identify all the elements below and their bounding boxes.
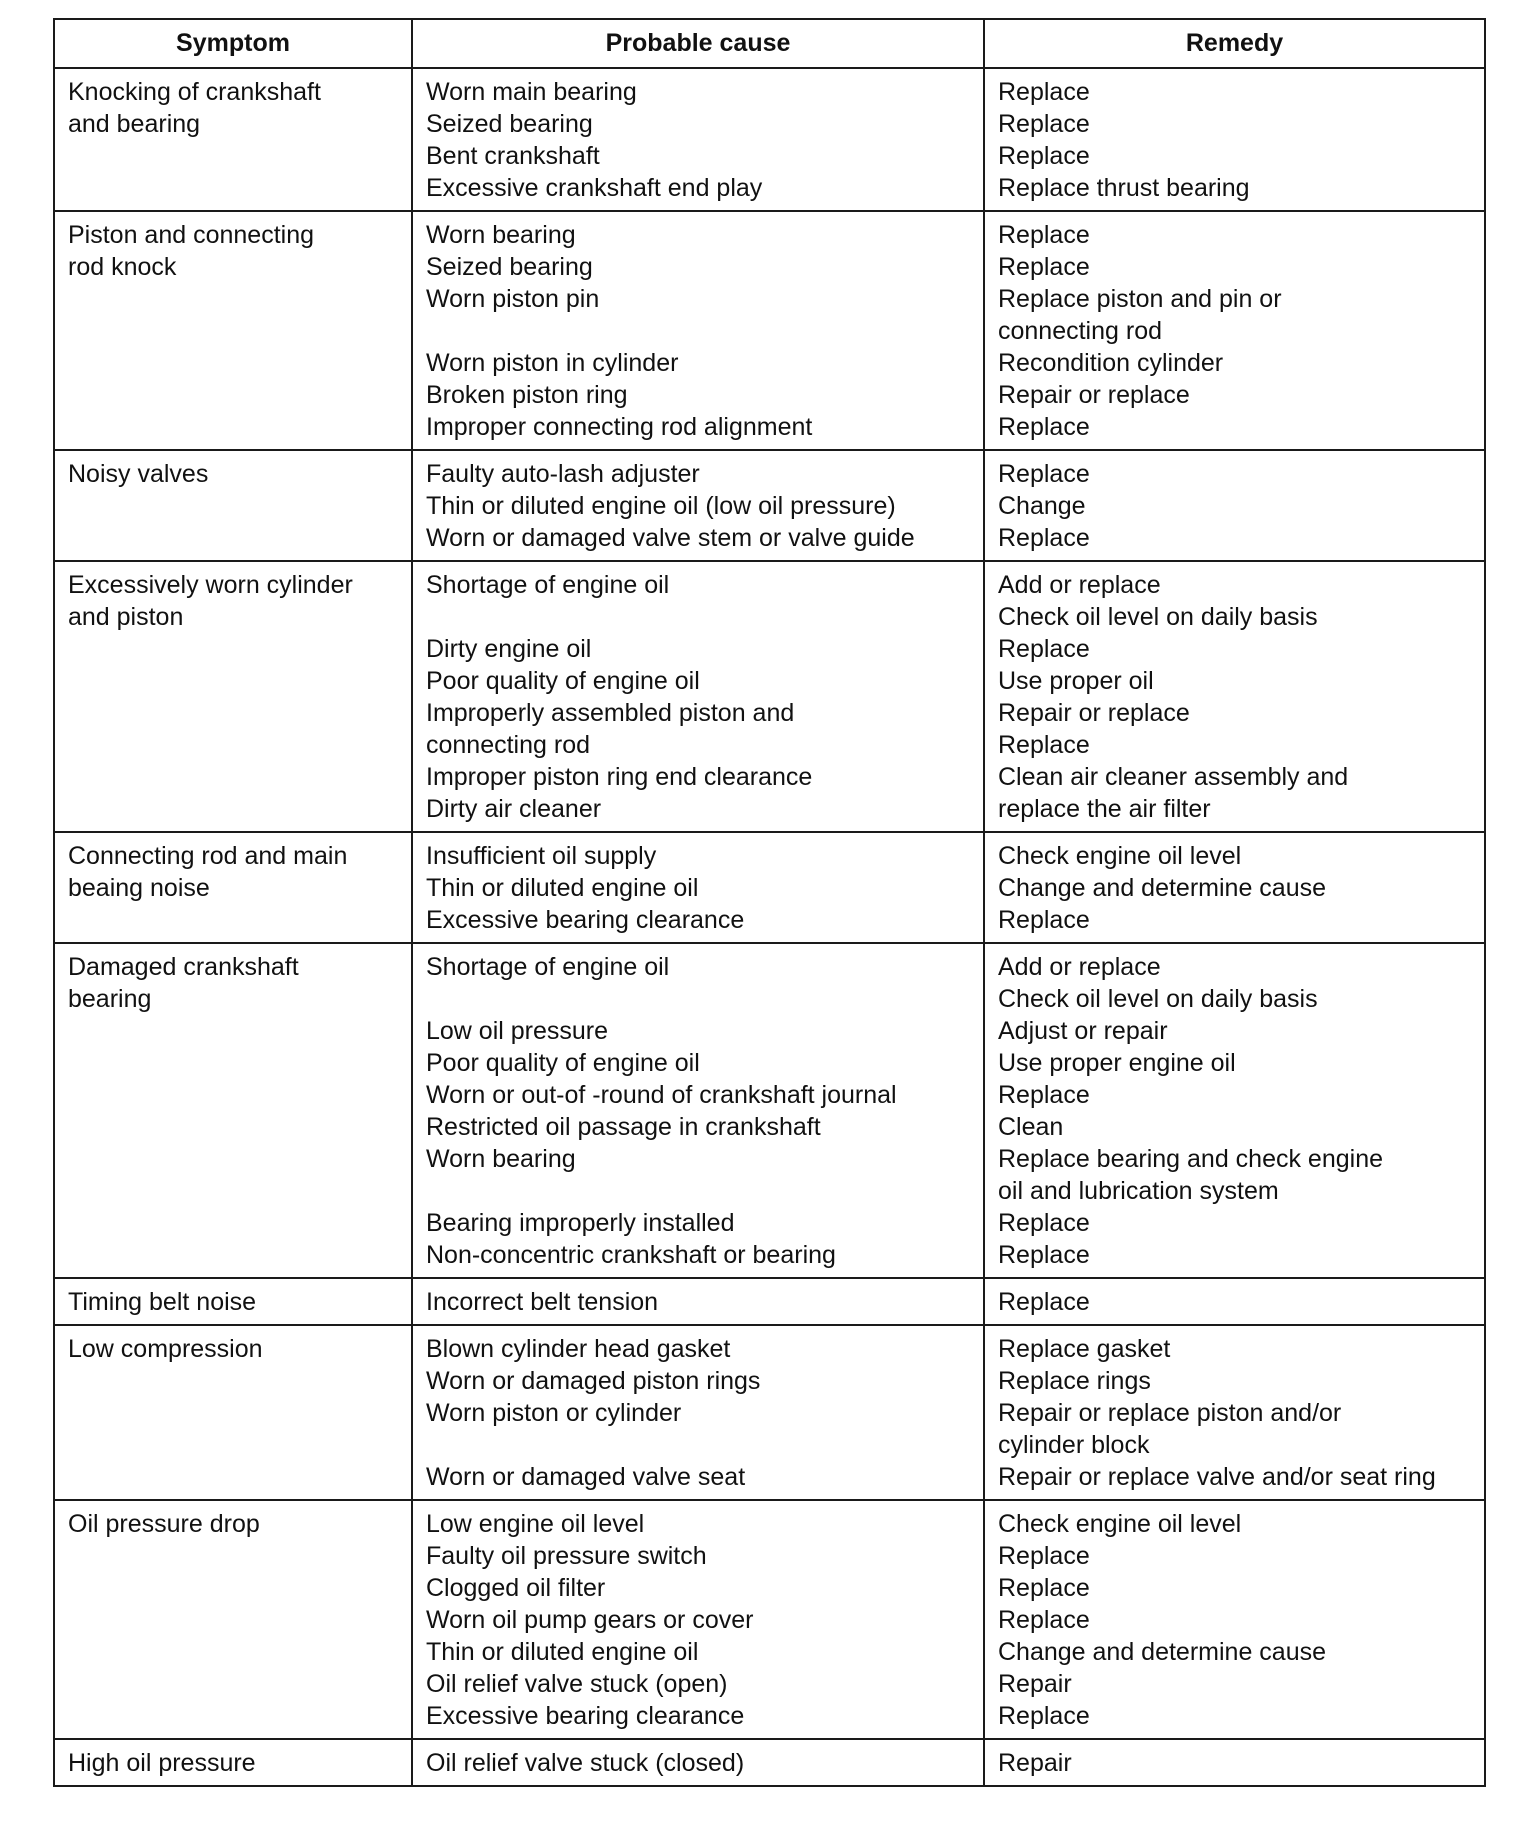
symptom-line: Piston and connecting bbox=[68, 221, 315, 249]
remedy-line: Replace bbox=[998, 460, 1090, 488]
symptom-line: and piston bbox=[68, 603, 184, 631]
symptom-cell bbox=[54, 832, 412, 943]
probable-cause-cell bbox=[412, 832, 984, 943]
probable-cause-line: Oil relief valve stuck (closed) bbox=[426, 1749, 745, 1777]
probable-cause-cell bbox=[412, 561, 984, 832]
table-header bbox=[54, 19, 1485, 68]
probable-cause-line: Worn or damaged valve stem or valve guide bbox=[426, 524, 915, 552]
remedy-cell bbox=[984, 1739, 1485, 1786]
remedy-line: Check engine oil level bbox=[998, 1510, 1242, 1538]
probable-cause-line: Oil relief valve stuck (open) bbox=[426, 1670, 728, 1698]
symptom-line: rod knock bbox=[68, 253, 177, 281]
remedy-line: Change bbox=[998, 492, 1086, 520]
remedy-line: Replace bbox=[998, 142, 1090, 170]
probable-cause-line: Worn or damaged valve seat bbox=[426, 1463, 746, 1491]
probable-cause-line: Shortage of engine oil bbox=[426, 571, 670, 599]
table-row bbox=[54, 211, 1485, 450]
symptom-cell bbox=[54, 450, 412, 561]
symptom-cell bbox=[54, 943, 412, 1278]
table-row bbox=[54, 1500, 1485, 1739]
table-row bbox=[54, 832, 1485, 943]
remedy-line: Replace bbox=[998, 1288, 1090, 1316]
table-row bbox=[54, 450, 1485, 561]
probable-cause-line: connecting rod bbox=[426, 731, 591, 759]
remedy-line: Replace bbox=[998, 635, 1090, 663]
table-row bbox=[54, 943, 1485, 1278]
remedy-line: Replace bbox=[998, 78, 1090, 106]
probable-cause-line: Seized bearing bbox=[426, 110, 593, 138]
remedy-cell bbox=[984, 68, 1485, 211]
remedy-line: Replace gasket bbox=[998, 1335, 1171, 1363]
remedy-line: Check oil level on daily basis bbox=[998, 985, 1318, 1013]
remedy-line: Clean bbox=[998, 1113, 1064, 1141]
probable-cause-line: Worn or damaged piston rings bbox=[426, 1367, 761, 1395]
probable-cause-line: Blown cylinder head gasket bbox=[426, 1335, 731, 1363]
symptom-cell bbox=[54, 561, 412, 832]
probable-cause-line: Faulty oil pressure switch bbox=[426, 1542, 707, 1570]
probable-cause-line: Thin or diluted engine oil bbox=[426, 1638, 699, 1666]
table-row bbox=[54, 1739, 1485, 1786]
probable-cause-line: Clogged oil filter bbox=[426, 1574, 606, 1602]
probable-cause-cell bbox=[412, 1278, 984, 1325]
remedy-line: Clean air cleaner assembly and bbox=[998, 763, 1349, 791]
remedy-line: Check oil level on daily basis bbox=[998, 603, 1318, 631]
symptom-cell bbox=[54, 68, 412, 211]
probable-cause-line: Worn or out-of -round of crankshaft journal bbox=[426, 1081, 897, 1109]
probable-cause-cell bbox=[412, 1325, 984, 1500]
remedy-line: cylinder block bbox=[998, 1431, 1150, 1459]
symptom-cell bbox=[54, 1278, 412, 1325]
remedy-line: Replace bbox=[998, 413, 1090, 441]
probable-cause-line: Faulty auto-lash adjuster bbox=[426, 460, 700, 488]
remedy-line: Change and determine cause bbox=[998, 1638, 1327, 1666]
probable-cause-line: Improper connecting rod alignment bbox=[426, 413, 813, 441]
probable-cause-line: Dirty air cleaner bbox=[426, 795, 602, 823]
remedy-line: Repair bbox=[998, 1749, 1072, 1777]
probable-cause-line: Thin or diluted engine oil (low oil pressure) bbox=[426, 492, 896, 520]
symptom-line: beaing noise bbox=[68, 874, 210, 902]
probable-cause-cell bbox=[412, 943, 984, 1278]
symptom-line: Knocking of crankshaft bbox=[68, 78, 321, 106]
probable-cause-line: Shortage of engine oil bbox=[426, 953, 670, 981]
probable-cause-cell bbox=[412, 211, 984, 450]
symptom-cell bbox=[54, 211, 412, 450]
remedy-line: Change and determine cause bbox=[998, 874, 1327, 902]
remedy-line: Replace bbox=[998, 110, 1090, 138]
troubleshooting-table bbox=[53, 18, 1486, 1787]
remedy-line: replace the air filter bbox=[998, 795, 1211, 823]
probable-cause-line: Excessive bearing clearance bbox=[426, 1702, 745, 1730]
probable-cause-line: Worn piston in cylinder bbox=[426, 349, 679, 377]
probable-cause-line bbox=[426, 315, 983, 347]
symptom-line: Damaged crankshaft bbox=[68, 953, 299, 981]
probable-cause-line: Excessive crankshaft end play bbox=[426, 174, 763, 202]
probable-cause-cell bbox=[412, 1500, 984, 1739]
probable-cause-line bbox=[426, 1175, 983, 1207]
remedy-line: Replace bbox=[998, 1542, 1090, 1570]
probable-cause-line: Worn main bearing bbox=[426, 78, 637, 106]
probable-cause-line bbox=[426, 983, 983, 1015]
remedy-line: Replace bbox=[998, 1209, 1090, 1237]
probable-cause-line: Improperly assembled piston and bbox=[426, 699, 795, 727]
remedy-line: Replace bbox=[998, 731, 1090, 759]
probable-cause-line: Thin or diluted engine oil bbox=[426, 874, 699, 902]
remedy-line: Add or replace bbox=[998, 571, 1161, 599]
probable-cause-line: Dirty engine oil bbox=[426, 635, 592, 663]
probable-cause-line: Worn bearing bbox=[426, 221, 576, 249]
symptom-line: Oil pressure drop bbox=[68, 1510, 260, 1538]
remedy-line: Repair or replace bbox=[998, 699, 1190, 727]
probable-cause-line: Restricted oil passage in crankshaft bbox=[426, 1113, 821, 1141]
remedy-line: Repair or replace piston and/or bbox=[998, 1399, 1342, 1427]
symptom-line: High oil pressure bbox=[68, 1749, 256, 1777]
remedy-cell bbox=[984, 1325, 1485, 1500]
remedy-line: Recondition cylinder bbox=[998, 349, 1224, 377]
table-row bbox=[54, 1325, 1485, 1500]
remedy-cell bbox=[984, 561, 1485, 832]
symptom-line: bearing bbox=[68, 985, 152, 1013]
symptom-cell bbox=[54, 1325, 412, 1500]
symptom-line: Low compression bbox=[68, 1335, 263, 1363]
probable-cause-line: Worn piston or cylinder bbox=[426, 1399, 682, 1427]
header-probable-cause: Probable cause bbox=[412, 19, 984, 68]
remedy-line: Replace bbox=[998, 524, 1090, 552]
symptom-cell bbox=[54, 1500, 412, 1739]
remedy-cell bbox=[984, 211, 1485, 450]
table-row bbox=[54, 561, 1485, 832]
probable-cause-line: Non-concentric crankshaft or bearing bbox=[426, 1241, 836, 1269]
remedy-line: Replace bbox=[998, 221, 1090, 249]
remedy-line: Replace piston and pin or bbox=[998, 285, 1282, 313]
probable-cause-cell bbox=[412, 1739, 984, 1786]
remedy-line: Replace bbox=[998, 1574, 1090, 1602]
remedy-cell bbox=[984, 1500, 1485, 1739]
remedy-cell bbox=[984, 1278, 1485, 1325]
remedy-line: Replace rings bbox=[998, 1367, 1151, 1395]
probable-cause-line: Worn oil pump gears or cover bbox=[426, 1606, 754, 1634]
remedy-line: Replace bbox=[998, 1241, 1090, 1269]
probable-cause-line: Improper piston ring end clearance bbox=[426, 763, 813, 791]
remedy-line: Replace bbox=[998, 1081, 1090, 1109]
remedy-line: oil and lubrication system bbox=[998, 1177, 1279, 1205]
remedy-line: Check engine oil level bbox=[998, 842, 1242, 870]
remedy-line: connecting rod bbox=[998, 317, 1163, 345]
remedy-line: Replace bbox=[998, 1606, 1090, 1634]
remedy-line: Replace bbox=[998, 906, 1090, 934]
probable-cause-line: Poor quality of engine oil bbox=[426, 667, 700, 695]
probable-cause-line: Excessive bearing clearance bbox=[426, 906, 745, 934]
probable-cause-line: Low oil pressure bbox=[426, 1017, 609, 1045]
remedy-cell bbox=[984, 943, 1485, 1278]
remedy-line: Repair or replace bbox=[998, 381, 1190, 409]
remedy-line: Add or replace bbox=[998, 953, 1161, 981]
probable-cause-line: Low engine oil level bbox=[426, 1510, 645, 1538]
symptom-line: Timing belt noise bbox=[68, 1288, 257, 1316]
remedy-line: Use proper oil bbox=[998, 667, 1154, 695]
symptom-line: Noisy valves bbox=[68, 460, 209, 488]
remedy-line: Repair or replace valve and/or seat ring bbox=[998, 1463, 1436, 1491]
probable-cause-line: Broken piston ring bbox=[426, 381, 628, 409]
remedy-line: Replace thrust bearing bbox=[998, 174, 1250, 202]
remedy-line: Repair bbox=[998, 1670, 1072, 1698]
symptom-line: Connecting rod and main bbox=[68, 842, 348, 870]
probable-cause-line: Poor quality of engine oil bbox=[426, 1049, 700, 1077]
probable-cause-line: Worn bearing bbox=[426, 1145, 576, 1173]
probable-cause-line: Bent crankshaft bbox=[426, 142, 600, 170]
symptom-line: Excessively worn cylinder bbox=[68, 571, 353, 599]
table-row bbox=[54, 68, 1485, 211]
symptom-cell bbox=[54, 1739, 412, 1786]
remedy-cell bbox=[984, 450, 1485, 561]
probable-cause-line: Insufficient oil supply bbox=[426, 842, 657, 870]
table-row bbox=[54, 1278, 1485, 1325]
probable-cause-line: Incorrect belt tension bbox=[426, 1288, 659, 1316]
symptom-line: and bearing bbox=[68, 110, 201, 138]
probable-cause-cell bbox=[412, 68, 984, 211]
header-symptom: Symptom bbox=[54, 19, 412, 68]
remedy-line: Adjust or repair bbox=[998, 1017, 1168, 1045]
remedy-line: Replace bbox=[998, 1702, 1090, 1730]
remedy-line: Replace bearing and check engine bbox=[998, 1145, 1383, 1173]
remedy-line: Use proper engine oil bbox=[998, 1049, 1236, 1077]
probable-cause-line bbox=[426, 1429, 983, 1461]
probable-cause-cell bbox=[412, 450, 984, 561]
header-remedy: Remedy bbox=[984, 19, 1485, 68]
remedy-line: Replace bbox=[998, 253, 1090, 281]
header-row bbox=[54, 19, 1485, 68]
probable-cause-line bbox=[426, 601, 983, 633]
remedy-cell bbox=[984, 832, 1485, 943]
probable-cause-line: Bearing improperly installed bbox=[426, 1209, 735, 1237]
probable-cause-line: Seized bearing bbox=[426, 253, 593, 281]
table-body bbox=[54, 68, 1485, 1786]
probable-cause-line: Worn piston pin bbox=[426, 285, 600, 313]
